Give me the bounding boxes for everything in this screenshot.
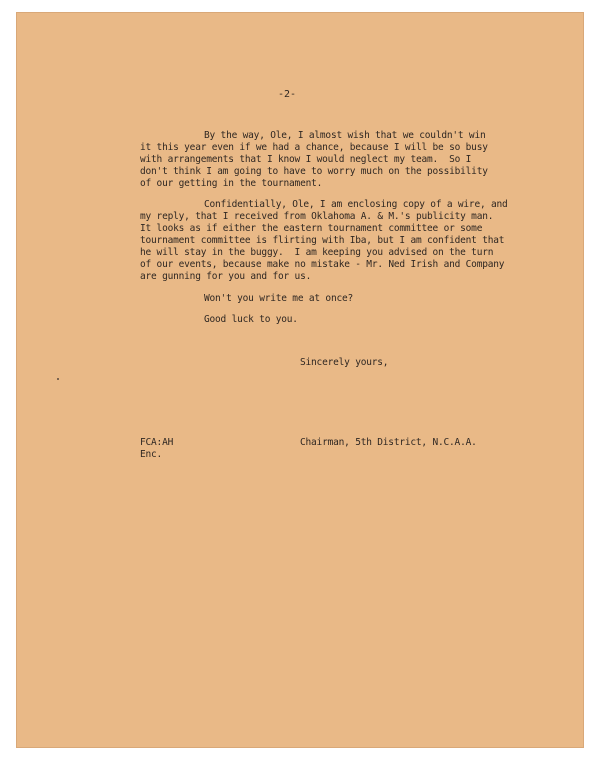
paragraph-1-line-2: it this year even if we had a chance, because I will be so busy (140, 142, 488, 153)
enclosure-note: Enc. (140, 449, 163, 460)
closing: Sincerely yours, (300, 357, 389, 368)
paragraph-2-line-5: he will stay in the buggy. I am keeping you advised on the turn (140, 247, 494, 258)
paragraph-3: Won't you write me at once? (204, 293, 354, 304)
paragraph-1-line-3: with arrangements that I know I would neglect my team. So I (140, 154, 472, 165)
reference-initials: FCA:AH (140, 437, 174, 448)
signature-title: Chairman, 5th District, N.C.A.A. (300, 437, 477, 448)
paragraph-2-line-1: Confidentially, Ole, I am enclosing copy of a wire, and (204, 199, 508, 210)
paragraph-2-line-4: tournament committee is flirting with Iba, but I am confident that (140, 235, 505, 246)
paragraph-1-line-5: of our getting in the tournament. (140, 178, 323, 189)
page-number: -2- (278, 89, 297, 100)
paragraph-1-line-4: don't think I am going to have to worry much on the possibility (140, 166, 488, 177)
paper-speck (57, 378, 59, 380)
letter-page (16, 12, 584, 748)
paragraph-2-line-7: are gunning for you and for us. (140, 271, 312, 282)
paragraph-4: Good luck to you. (204, 314, 298, 325)
paragraph-2-line-3: It looks as if either the eastern tournament committee or some (140, 223, 483, 234)
paragraph-1-line-1: By the way, Ole, I almost wish that we couldn't win (204, 130, 486, 141)
paragraph-2-line-2: my reply, that I received from Oklahoma A. & M.'s publicity man. (140, 211, 494, 222)
paragraph-2-line-6: of our events, because make no mistake - Mr. Ned Irish and Company (140, 259, 505, 270)
